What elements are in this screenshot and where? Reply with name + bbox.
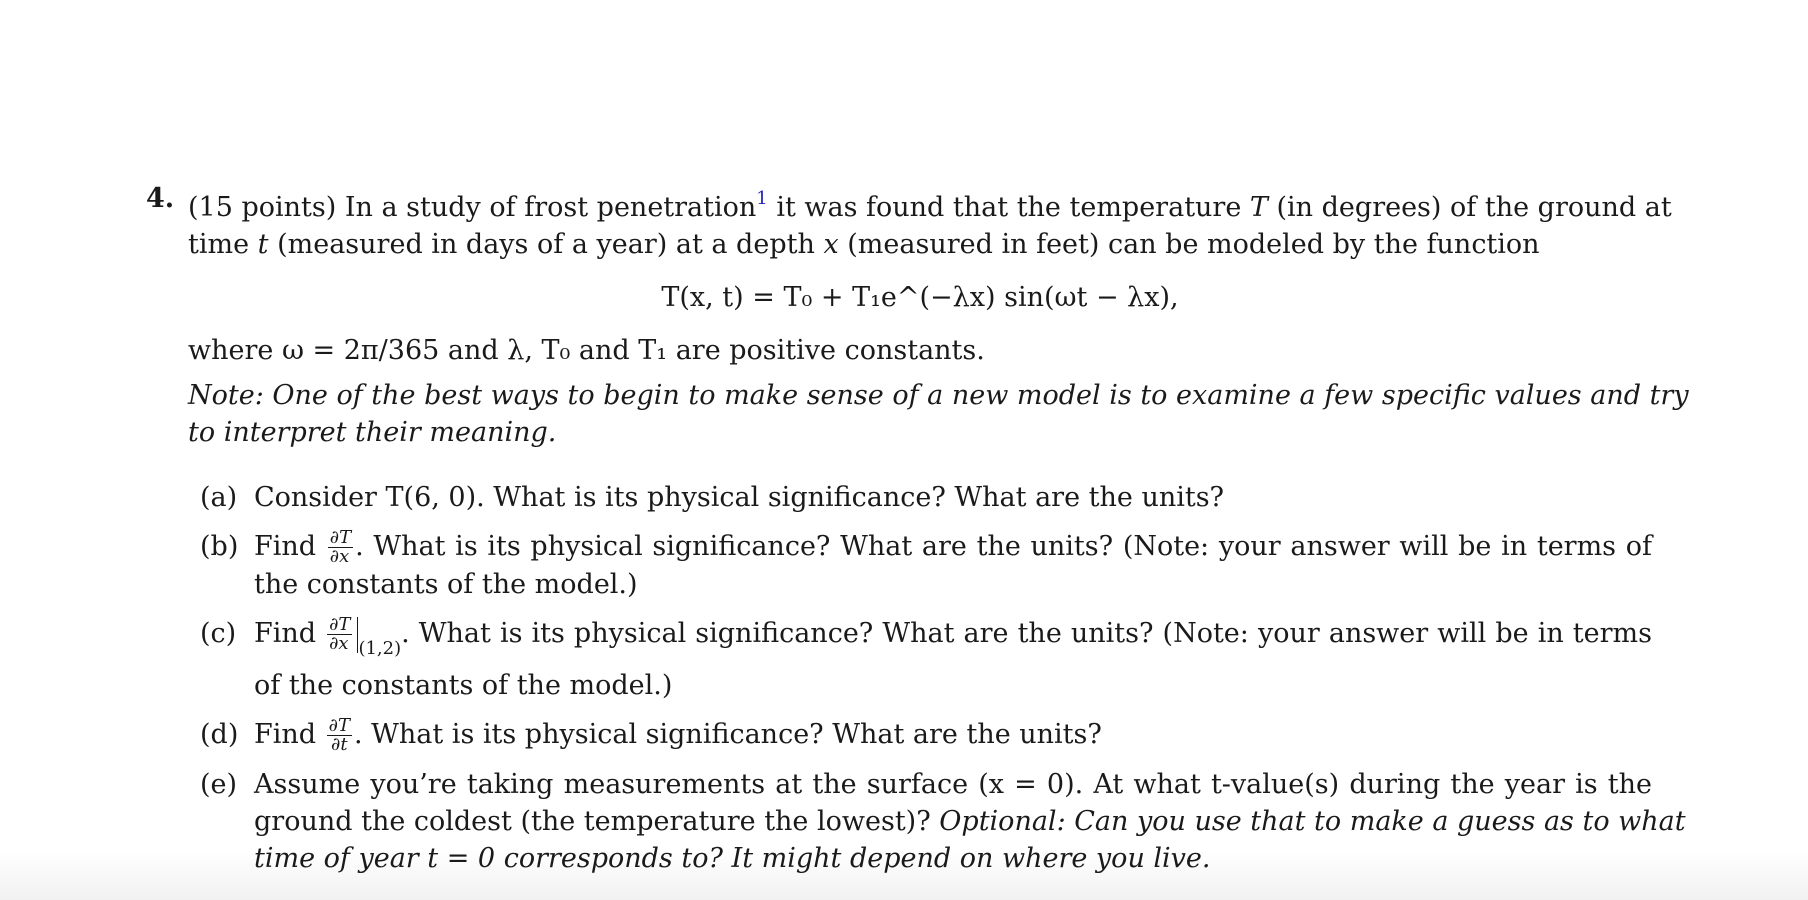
problem-4 [146, 180, 1689, 889]
where-line: where ω = 2π/365 and λ, T₀ and T₁ are positive constants. [188, 335, 985, 366]
part-text-line-2: ground the coldest (the temperature the lowest)? Optional: Can you use that to make a guess as to what [254, 806, 1686, 837]
part-label: (e) [200, 769, 238, 800]
part-text-line-1: Find $\frac{\partial T}{\partial x}$ . What is its physical significance? What are the units? (Note: your answer will be in terms of [254, 527, 1652, 567]
equation-text: T(x, t) = T₀ + T₁e^(−λx) sin(ωt − λx), [661, 282, 1179, 313]
parts-list [200, 479, 1686, 877]
part-c [200, 615, 1652, 704]
part-text-line-1: Find $\frac{\partial T}{\partial x}$ $_{(1,2)}$. What is its physical significance? What are the units? (Note: your answer will be in terms [254, 614, 1652, 659]
part-text-line-2: of the constants of the model.) [254, 670, 673, 701]
problem-number: 4. [146, 183, 175, 214]
partial-derivative: $\frac{\partial T}{\partial x}$ [329, 527, 352, 567]
part-label: (d) [200, 719, 239, 750]
problem-body [188, 180, 1689, 877]
note-line-2: to interpret their meaning. [188, 417, 557, 448]
part-e [200, 766, 1686, 877]
display-equation [188, 279, 1652, 316]
footnote-link[interactable]: 1 [756, 188, 768, 209]
partial-derivative: $\frac{\partial T}{\partial x}$ [329, 614, 351, 654]
partial-derivative: $\frac{\partial T}{\partial t}$ [328, 715, 350, 755]
intro-line-1: (15 points) In a study of frost penetration$^1$ it was found that the temperature T (in degrees) of the ground at [188, 188, 1672, 223]
note-paragraph [188, 377, 1689, 451]
part-a [200, 479, 1652, 516]
note-line-1: Note: One of the best ways to begin to make sense of a new model is to examine a few specific values and try [188, 380, 1689, 411]
part-text-line-3: time of year t = 0 corresponds to? It might depend on where you live. [254, 843, 1211, 874]
part-d [200, 716, 1652, 754]
part-b [200, 528, 1652, 603]
evaluation-point: (1,2) [358, 638, 402, 659]
part-label: (b) [200, 531, 239, 562]
part-label: (a) [200, 482, 238, 513]
part-text-line-2: the constants of the model.) [254, 569, 638, 600]
part-text-line-1: Find $\frac{\partial T}{\partial t}$ . What is its physical significance? What are the units? [254, 715, 1102, 755]
part-label: (c) [200, 618, 237, 649]
part-text: Consider T(6, 0). What is its physical significance? What are the units? [254, 482, 1225, 513]
intro-line-2: time t (measured in days of a year) at a depth x (measured in feet) can be modeled by the function [188, 229, 1540, 260]
part-text-line-1: Assume you’re taking measurements at the surface (x = 0). At what t-value(s) during the year is the [254, 769, 1652, 800]
